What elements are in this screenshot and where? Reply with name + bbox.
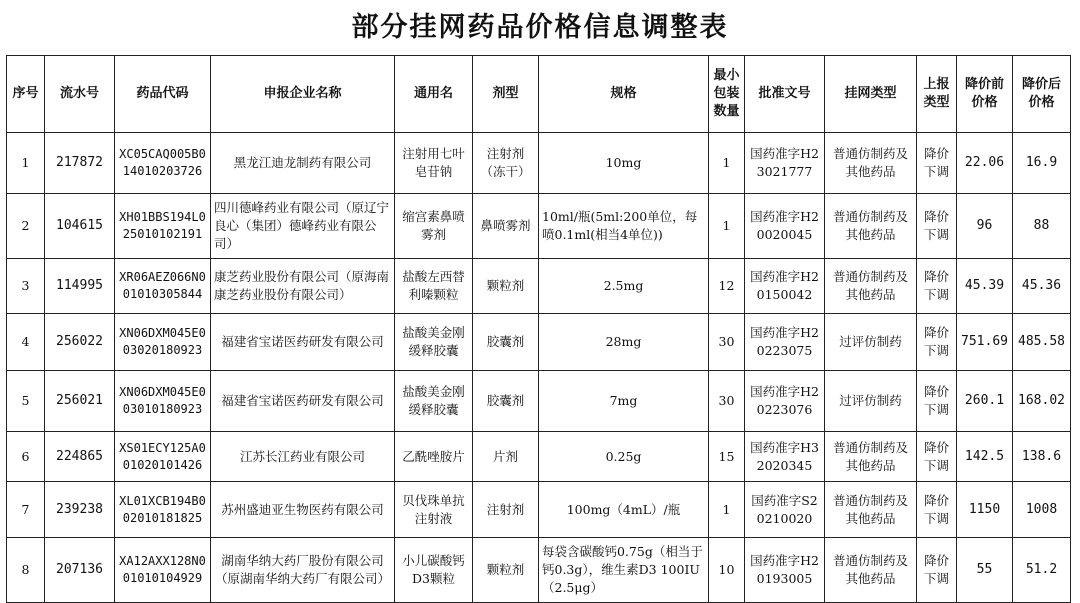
- header-after: 降价后价格: [1013, 56, 1071, 133]
- table-row: [7, 314, 1071, 371]
- cell-seq: 8: [7, 538, 45, 603]
- cell-form: 颗粒剂: [473, 538, 539, 603]
- cell-before: 45.39: [957, 259, 1013, 314]
- cell-before: 55: [957, 538, 1013, 603]
- cell-seq: 3: [7, 259, 45, 314]
- cell-reporttype: 降价下调: [917, 538, 957, 603]
- header-form: 剂型: [473, 56, 539, 133]
- cell-company: 湖南华纳大药厂股份有限公司（原湖南华纳大药厂有限公司）: [211, 538, 395, 603]
- cell-form: 片剂: [473, 432, 539, 482]
- table-row: [7, 482, 1071, 538]
- cell-spec: 28mg: [539, 314, 709, 371]
- cell-after: 88: [1013, 194, 1071, 259]
- cell-spec: 每袋含碳酸钙0.75g（相当于钙0.3g），维生素D3 100IU（2.5μg）: [539, 538, 709, 603]
- cell-company: 黑龙江迪龙制药有限公司: [211, 133, 395, 194]
- cell-before: 260.1: [957, 371, 1013, 432]
- cell-after: 168.02: [1013, 371, 1071, 432]
- cell-generic: 盐酸美金刚缓释胶囊: [395, 314, 473, 371]
- cell-after: 16.9: [1013, 133, 1071, 194]
- table-row: [7, 259, 1071, 314]
- cell-spec: 0.25g: [539, 432, 709, 482]
- cell-listtype: 普通仿制药及其他药品: [825, 432, 917, 482]
- cell-code: XR06AEZ066N001010305844: [115, 259, 211, 314]
- cell-after: 485.58: [1013, 314, 1071, 371]
- cell-minpack: 1: [709, 133, 745, 194]
- header-minpack: 最小包装数量: [709, 56, 745, 133]
- cell-minpack: 30: [709, 314, 745, 371]
- cell-seq: 2: [7, 194, 45, 259]
- cell-approval: 国药准字H20020045: [745, 194, 825, 259]
- cell-before: 96: [957, 194, 1013, 259]
- cell-spec: 10ml/瓶(5ml:200单位，每喷0.1ml(相当4单位)): [539, 194, 709, 259]
- price-adjustment-table: [6, 55, 1071, 603]
- cell-code: XN06DXM045E003010180923: [115, 371, 211, 432]
- cell-minpack: 10: [709, 538, 745, 603]
- cell-listtype: 普通仿制药及其他药品: [825, 538, 917, 603]
- header-serial: 流水号: [45, 56, 115, 133]
- cell-seq: 5: [7, 371, 45, 432]
- cell-reporttype: 降价下调: [917, 194, 957, 259]
- cell-approval: 国药准字S20210020: [745, 482, 825, 538]
- cell-spec: 2.5mg: [539, 259, 709, 314]
- cell-serial: 217872: [45, 133, 115, 194]
- cell-reporttype: 降价下调: [917, 482, 957, 538]
- cell-listtype: 普通仿制药及其他药品: [825, 482, 917, 538]
- cell-generic: 小儿碳酸钙D3颗粒: [395, 538, 473, 603]
- header-listtype: 挂网类型: [825, 56, 917, 133]
- cell-minpack: 30: [709, 371, 745, 432]
- cell-serial: 104615: [45, 194, 115, 259]
- cell-reporttype: 降价下调: [917, 371, 957, 432]
- cell-form: 注射剂: [473, 482, 539, 538]
- cell-generic: 缩宫素鼻喷雾剂: [395, 194, 473, 259]
- cell-spec: 100mg（4mL）/瓶: [539, 482, 709, 538]
- cell-generic: 盐酸左西替利嗪颗粒: [395, 259, 473, 314]
- table-row: [7, 133, 1071, 194]
- cell-after: 45.36: [1013, 259, 1071, 314]
- cell-code: XC05CAQ005B014010203726: [115, 133, 211, 194]
- cell-listtype: 过评仿制药: [825, 371, 917, 432]
- table-row: [7, 432, 1071, 482]
- cell-code: XN06DXM045E003020180923: [115, 314, 211, 371]
- cell-approval: 国药准字H20150042: [745, 259, 825, 314]
- cell-seq: 6: [7, 432, 45, 482]
- cell-serial: 224865: [45, 432, 115, 482]
- cell-generic: 盐酸美金刚缓释胶囊: [395, 371, 473, 432]
- cell-company: 苏州盛迪亚生物医药有限公司: [211, 482, 395, 538]
- header-reporttype: 上报类型: [917, 56, 957, 133]
- cell-minpack: 1: [709, 194, 745, 259]
- header-before: 降价前价格: [957, 56, 1013, 133]
- cell-company: 康芝药业股份有限公司（原海南康芝药业股份有限公司）: [211, 259, 395, 314]
- header-approval: 批准文号: [745, 56, 825, 133]
- cell-seq: 4: [7, 314, 45, 371]
- cell-serial: 239238: [45, 482, 115, 538]
- cell-after: 51.2: [1013, 538, 1071, 603]
- cell-company: 江苏长江药业有限公司: [211, 432, 395, 482]
- cell-form: 注射剂（冻干）: [473, 133, 539, 194]
- cell-spec: 10mg: [539, 133, 709, 194]
- cell-serial: 207136: [45, 538, 115, 603]
- cell-serial: 256021: [45, 371, 115, 432]
- cell-company: 福建省宝诺医药研发有限公司: [211, 371, 395, 432]
- cell-generic: 注射用七叶皂苷钠: [395, 133, 473, 194]
- cell-spec: 7mg: [539, 371, 709, 432]
- header-seq: 序号: [7, 56, 45, 133]
- header-company: 申报企业名称: [211, 56, 395, 133]
- cell-code: XH01BBS194L025010102191: [115, 194, 211, 259]
- header-generic: 通用名: [395, 56, 473, 133]
- table-row: [7, 371, 1071, 432]
- cell-listtype: 过评仿制药: [825, 314, 917, 371]
- cell-after: 1008: [1013, 482, 1071, 538]
- header-code: 药品代码: [115, 56, 211, 133]
- cell-minpack: 12: [709, 259, 745, 314]
- cell-code: XS01ECY125A001020101426: [115, 432, 211, 482]
- cell-before: 22.06: [957, 133, 1013, 194]
- cell-form: 胶囊剂: [473, 314, 539, 371]
- header-row: [7, 56, 1071, 133]
- cell-before: 751.69: [957, 314, 1013, 371]
- header-spec: 规格: [539, 56, 709, 133]
- cell-listtype: 普通仿制药及其他药品: [825, 194, 917, 259]
- cell-approval: 国药准字H20193005: [745, 538, 825, 603]
- cell-approval: 国药准字H23021777: [745, 133, 825, 194]
- cell-form: 鼻喷雾剂: [473, 194, 539, 259]
- table-row: [7, 194, 1071, 259]
- cell-after: 138.6: [1013, 432, 1071, 482]
- cell-form: 颗粒剂: [473, 259, 539, 314]
- page-title: 部分挂网药品价格信息调整表: [351, 12, 729, 43]
- cell-reporttype: 降价下调: [917, 314, 957, 371]
- cell-listtype: 普通仿制药及其他药品: [825, 259, 917, 314]
- cell-code: XA12AXX128N001010104929: [115, 538, 211, 603]
- cell-approval: 国药准字H20223075: [745, 314, 825, 371]
- cell-minpack: 15: [709, 432, 745, 482]
- cell-seq: 7: [7, 482, 45, 538]
- cell-code: XL01XCB194B002010181825: [115, 482, 211, 538]
- cell-reporttype: 降价下调: [917, 432, 957, 482]
- cell-reporttype: 降价下调: [917, 133, 957, 194]
- cell-before: 142.5: [957, 432, 1013, 482]
- cell-company: 四川德峰药业有限公司（原辽宁良心（集团）德峰药业有限公司）: [211, 194, 395, 259]
- cell-serial: 114995: [45, 259, 115, 314]
- cell-listtype: 普通仿制药及其他药品: [825, 133, 917, 194]
- cell-minpack: 1: [709, 482, 745, 538]
- cell-seq: 1: [7, 133, 45, 194]
- cell-reporttype: 降价下调: [917, 259, 957, 314]
- cell-approval: 国药准字H32020345: [745, 432, 825, 482]
- cell-generic: 贝伐珠单抗注射液: [395, 482, 473, 538]
- cell-generic: 乙酰唑胺片: [395, 432, 473, 482]
- cell-approval: 国药准字H20223076: [745, 371, 825, 432]
- cell-before: 1150: [957, 482, 1013, 538]
- cell-company: 福建省宝诺医药研发有限公司: [211, 314, 395, 371]
- cell-serial: 256022: [45, 314, 115, 371]
- cell-form: 胶囊剂: [473, 371, 539, 432]
